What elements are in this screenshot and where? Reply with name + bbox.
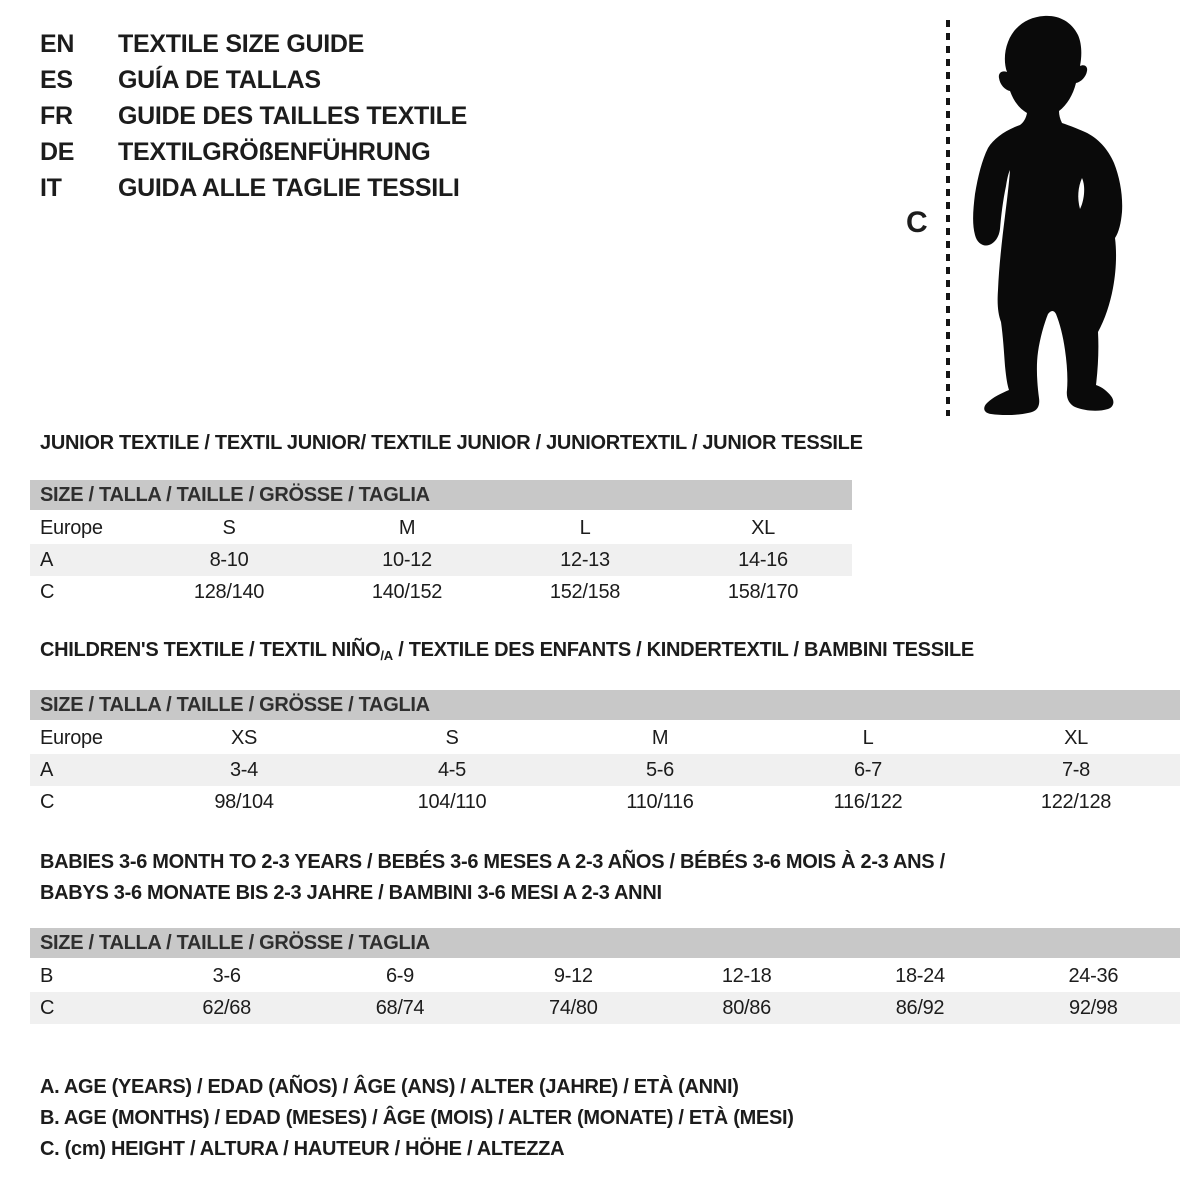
table-row <box>30 544 852 576</box>
age-cell: 14-16 <box>738 549 788 571</box>
height-cell: 116/122 <box>833 791 903 813</box>
guide-title-en: TEXTILE SIZE GUIDE <box>118 29 365 58</box>
age-cell: 5-6 <box>645 759 674 781</box>
age-cell: 8-10 <box>209 549 249 571</box>
language-code: DE <box>40 137 75 166</box>
language-row-es <box>40 62 467 98</box>
height-cell: 152/158 <box>549 581 621 603</box>
height-cell: 80/86 <box>722 997 771 1019</box>
age-cell: 10-12 <box>382 549 432 571</box>
age-cell: 12-18 <box>721 965 772 987</box>
row-label: Europe <box>40 727 103 749</box>
size-cell: L <box>862 727 874 749</box>
babies-size-table <box>30 928 1180 1024</box>
height-cell: 68/74 <box>375 997 425 1019</box>
height-cell: 74/80 <box>549 997 598 1019</box>
table-row <box>30 754 1180 786</box>
age-cell: 4-5 <box>437 759 466 781</box>
height-cell: 92/98 <box>1069 997 1118 1019</box>
age-cell: 6-7 <box>853 759 882 781</box>
table-row <box>30 576 852 608</box>
babies-size-header: SIZE / TALLA / TAILLE / GRÖSSE / TAGLIA <box>30 928 1180 958</box>
children-table-rows <box>30 722 1180 818</box>
size-cell: M <box>651 727 669 749</box>
row-label: C <box>40 791 55 813</box>
height-cell: 110/116 <box>626 791 694 813</box>
table-row <box>30 512 852 544</box>
row-label: B <box>40 965 54 987</box>
size-cell: L <box>579 517 591 539</box>
guide-title-fr: GUIDE DES TAILLES TEXTILE <box>118 101 468 130</box>
language-code: EN <box>40 29 75 58</box>
junior-size-header: SIZE / TALLA / TAILLE / GRÖSSE / TAGLIA <box>30 480 852 510</box>
size-cell: M <box>398 517 416 539</box>
age-cell: 12-13 <box>560 549 610 571</box>
row-label: A <box>40 759 54 781</box>
row-label: Europe <box>40 517 103 539</box>
age-cell: 7-8 <box>1061 759 1090 781</box>
babies-title-line2: BABYS 3-6 MONATE BIS 2-3 JAHRE / BAMBINI 3-6 MESI A 2-3 ANNI <box>40 882 662 904</box>
children-section-title <box>40 639 974 662</box>
table-row <box>30 722 1180 754</box>
row-label: C <box>40 997 55 1019</box>
legend-height-cm: C. (cm) HEIGHT / ALTURA / HAUTEUR / HÖHE / ALTEZZA <box>40 1138 565 1160</box>
row-label: C <box>40 581 55 603</box>
guide-title-es: GUÍA DE TALLAS <box>118 65 321 94</box>
babies-title-line1: BABIES 3-6 MONTH TO 2-3 YEARS / BEBÉS 3-6 MESES A 2-3 AÑOS / BÉBÉS 3-6 MOIS À 2-3 ANS / <box>40 851 945 873</box>
children-size-table <box>30 690 1180 818</box>
language-row-de <box>40 134 467 170</box>
height-cell: 62/68 <box>202 997 251 1019</box>
guide-title-de: TEXTILGRÖßENFÜHRUNG <box>118 137 431 166</box>
height-cell: 122/128 <box>1040 791 1112 813</box>
babies-section-title <box>40 847 945 909</box>
children-title-subscript: /A <box>380 648 393 663</box>
age-cell: 3-4 <box>229 759 258 781</box>
age-cell: 18-24 <box>895 965 945 987</box>
size-cell: XL <box>1064 727 1088 749</box>
age-cell: 9-12 <box>553 965 593 987</box>
height-cell: 104/110 <box>417 791 487 813</box>
table-row <box>30 786 1180 818</box>
age-cell: 6-9 <box>385 965 414 987</box>
size-cell: S <box>445 727 459 749</box>
language-row-en <box>40 26 467 62</box>
height-cell: 140/152 <box>371 581 443 603</box>
language-row-it <box>40 170 467 206</box>
size-cell: S <box>222 517 236 539</box>
junior-size-table <box>30 480 852 608</box>
height-cell: 158/170 <box>727 581 799 603</box>
height-measure-label: C <box>906 206 928 239</box>
legend-age-months: B. AGE (MONTHS) / EDAD (MESES) / ÂGE (MOIS) / ALTER (MONATE) / ETÀ (MESI) <box>40 1107 794 1129</box>
babies-table-rows <box>30 960 1180 1024</box>
age-cell: 3-6 <box>212 965 241 987</box>
language-row-fr <box>40 98 467 134</box>
row-label: A <box>40 549 54 571</box>
children-size-header: SIZE / TALLA / TAILLE / GRÖSSE / TAGLIA <box>30 690 1180 720</box>
junior-section-title: JUNIOR TEXTILE / TEXTIL JUNIOR/ TEXTILE JUNIOR / JUNIORTEXTIL / JUNIOR TESSILE <box>40 432 863 454</box>
language-header <box>40 26 467 206</box>
language-code: ES <box>40 65 73 94</box>
size-cell: XL <box>751 517 775 539</box>
height-cell: 86/92 <box>895 997 945 1019</box>
height-cell: 98/104 <box>214 791 274 813</box>
legend-age-years: A. AGE (YEARS) / EDAD (AÑOS) / ÂGE (ANS) / ALTER (JAHRE) / ETÀ (ANNI) <box>40 1076 739 1098</box>
toddler-silhouette-icon <box>962 14 1142 418</box>
age-cell: 24-36 <box>1068 965 1119 987</box>
children-title-text: CHILDREN'S TEXTILE / TEXTIL NIÑO <box>40 639 381 661</box>
language-code: IT <box>40 173 62 202</box>
height-measure-dashed-line <box>946 20 950 416</box>
language-code: FR <box>40 101 73 130</box>
children-title-text: / TEXTILE DES ENFANTS / KINDERTEXTIL / BAMBINI TESSILE <box>392 639 974 661</box>
guide-title-it: GUIDA ALLE TAGLIE TESSILI <box>118 173 460 202</box>
junior-table-rows <box>30 512 852 608</box>
height-cell: 128/140 <box>193 581 265 603</box>
measurement-legend <box>40 1072 794 1165</box>
table-row <box>30 960 1180 992</box>
size-cell: XS <box>230 727 258 749</box>
table-row <box>30 992 1180 1024</box>
